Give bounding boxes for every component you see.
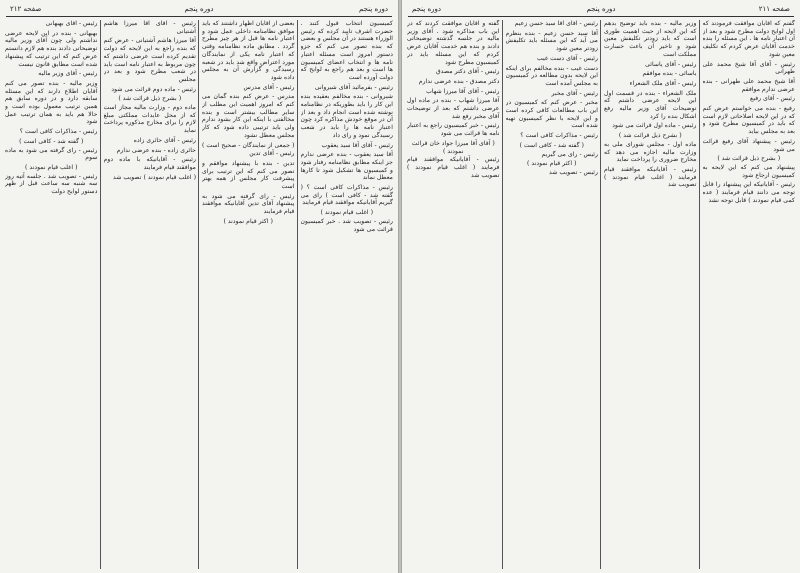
column-paragraph: رئیس - آقایانیکه با ماده دوم موافقند قیام فرمایند bbox=[103, 156, 196, 171]
right-page bbox=[402, 0, 800, 573]
column-paragraph: ملک الشعراء - بنده در قسمت اول این لایحه عرضی داشتم که توضیحات آقای وزیر مالیه رفع اشکال بنده را کرد bbox=[604, 89, 697, 120]
column-paragraph: رئیس - آقای آقا میرزا شهاب bbox=[426, 87, 500, 95]
column-paragraph: رئیس - آقای مخبر bbox=[551, 89, 598, 97]
column-paragraph: رئیس - مذاکرات کافی است ؟ bbox=[19, 128, 98, 136]
left-page bbox=[0, 0, 398, 573]
column-paragraph: مخبر - عرض کنم که کمیسیون در این باب مطالعات کافی کرده است و این لایحه با نظر کمیسیون تهیه شده است bbox=[505, 99, 598, 130]
right-column-3 bbox=[506, 20, 602, 569]
right-columns bbox=[407, 20, 795, 569]
column-paragraph: رئیس - آقای دکتر مصدق bbox=[435, 68, 500, 76]
column-paragraph: تدین - بنده با پیشنهاد موافقم و تصور می کنم که این ترتیب برای پیشرفت کار مجلس از همه بهتر است bbox=[202, 159, 295, 191]
column-paragraph: رئیس - ماده دوم قرائت می شود bbox=[111, 85, 196, 93]
column-paragraph: ( اغلب قیام نمودند ) bbox=[24, 163, 78, 171]
column-paragraph: دکتر مصدق - بنده عرضی ندارم bbox=[418, 77, 500, 85]
column-paragraph: رئیس - پیشنهاد آقای رفیع قرائت می شود bbox=[702, 137, 795, 153]
column-paragraph: رئیس - آقایانیکه موافقند قیام فرمایند ( اغلب قیام نمودند ) تصویب شد bbox=[407, 156, 500, 179]
column-paragraph: رئیس - آقای آقا سید یعقوب bbox=[321, 141, 393, 149]
right-column-2 bbox=[604, 20, 700, 569]
left-column-4 bbox=[5, 20, 101, 569]
column-paragraph: رئیس - آقای یاسائی bbox=[645, 60, 697, 68]
left-column-2 bbox=[202, 20, 298, 569]
column-paragraph: وزیر مالیه - بنده تصور می کنم آقایان اطلاع دارند که این مسئله سابقه دارد و در دوره سابق هم همین ترتیب معمول بوده است و حالا هم باید به همان ترتیب عمل شود bbox=[5, 79, 98, 126]
column-paragraph: ( بشرح ذیل قرائت شد ) bbox=[118, 95, 182, 103]
column-paragraph: ( بشرح ذیل قرائت شد ) bbox=[618, 132, 682, 140]
column-paragraph: ماده دوم - وزارت مالیه مجاز است که از محل عایدات مملکتی مبلغ لازم را برای مخارج مذکوره پرداخت نماید bbox=[103, 104, 196, 135]
right-column-4 bbox=[407, 20, 503, 569]
column-paragraph: مدرس - عرض کنم بنده گمان می کنم که امروز اهمیت این مطلب از سایر مطالب بیشتر است و بنده مخالفتی با اینکه این کار بشود ندارم ولی باید ترتیبی داده شود که کار مجلس معطل نشود bbox=[202, 93, 295, 139]
column-paragraph: رئیس - آقای تدین bbox=[249, 150, 295, 158]
column-paragraph: ( اغلب قیام نمودند ) bbox=[320, 209, 374, 217]
column-paragraph: دست غیب - بنده مخالفم برای اینکه این لایحه بدون مطالعه در کمیسیون به مجلس آمده است bbox=[505, 64, 598, 87]
right-running-title: دوره پنجم bbox=[586, 5, 616, 13]
right-inner-label: دوره پنجم bbox=[412, 5, 442, 13]
left-columns bbox=[5, 20, 393, 569]
column-paragraph: ( اکثر قیام نمودند ) bbox=[527, 160, 577, 168]
column-paragraph: رئیس - آقای آقا سید حسن زعیم bbox=[514, 20, 598, 27]
column-paragraph: رئیس - آقایانیکه این پیشنهاد را قابل توجه می دانند قیام فرمایند ( عده کمی قیام نمودند ) قابل توجه نشد bbox=[702, 181, 795, 204]
left-column-1 bbox=[301, 20, 394, 569]
left-page-number: صفحه ۲۱۲ bbox=[10, 5, 42, 13]
column-paragraph: رئیس - آقای آقا شیخ محمد علی طهرانی bbox=[702, 60, 795, 76]
column-paragraph: رئیس - خبر کمیسیون راجع به اعتبار نامه ها قرائت می شود bbox=[407, 122, 500, 138]
left-page-header bbox=[6, 2, 392, 17]
column-paragraph: کمیسیون انتخاب قبول کنند . حضرت اشرف تایید کرده که رئیس الوزراء هستند در آن مجلس و بعضی که بنده تصور می کنم که جزو دستور امروز است مسئله اعتبار نامه ها و انتخاب اعضای کمیسیون ها است و بعد هم راجع به لوایح که دولت آورده است bbox=[300, 20, 393, 81]
column-paragraph: رئیس - تصویب شد bbox=[549, 168, 598, 176]
column-paragraph: رئیس - آقای آقا میرزا هاشم آشتیانی bbox=[103, 20, 196, 35]
column-paragraph: حائری زاده - بنده عرضی ندارم bbox=[116, 146, 196, 154]
right-page-number: صفحه ۲۱۱ bbox=[758, 5, 790, 13]
column-paragraph: رئیس - بفرمائید آقای شیروانی bbox=[314, 83, 393, 91]
right-page-header bbox=[408, 2, 794, 17]
column-paragraph: ( آقای آقا میرزا جواد خان قرائت نمودند ) bbox=[411, 139, 495, 155]
right-column-1 bbox=[703, 20, 796, 569]
column-paragraph: ( بشرح ذیل قرائت شد ) bbox=[717, 155, 781, 163]
column-paragraph: آقا سید حسن زعیم - بنده بنظرم می آید که این مسئله باید تکلیفش زودتر معین شود bbox=[505, 29, 598, 53]
column-paragraph: ( جمعی از نمایندگان - صحیح است ) bbox=[202, 141, 295, 149]
column-paragraph: آقا میرزا هاشم آشتیانی - عرض کنم که بنده راجع به این لایحه که دولت تقدیم کرده است عرضی داشتم که چون مربوط به اعتبار نامه است باید در شعب مطرح شود و بعد در مجلس bbox=[103, 37, 196, 83]
column-paragraph: ( گفته شد - کافی است ) bbox=[519, 141, 584, 149]
column-paragraph: رئیس - آقای مدرس bbox=[243, 83, 295, 91]
column-paragraph: رئیس - آقای دست غیب bbox=[536, 54, 598, 62]
column-paragraph: رئیس - آقای رفیع bbox=[750, 95, 795, 103]
column-paragraph: آقا میرزا شهاب - بنده در ماده اول عرضی داشتم که بعد از توضیحات آقای مخبر رفع شد bbox=[407, 97, 500, 120]
column-paragraph: رئیس - آقای وزیر مالیه bbox=[38, 70, 98, 78]
column-paragraph: آقا شیخ محمد علی طهرانی - بنده عرضی ندارم موافقم bbox=[702, 77, 795, 93]
column-paragraph: رئیس - ماده اول قرائت می شود bbox=[612, 122, 697, 130]
column-paragraph: رئیس - آقای ملک الشعراء bbox=[629, 79, 697, 87]
column-paragraph: ( اغلب قیام نمودند ) تصویب شد bbox=[113, 173, 196, 181]
column-paragraph: شیروانی - بنده مخالفم بعقیده بنده این کار را باید بطوریکه در نظامنامه نوشته شده است انجام داد و بعد از آن در موقع خودش مذاکره کرد چون اعتبار نامه ها را باید در شعب رسیدگی نمود و رای داد bbox=[300, 93, 393, 139]
column-paragraph: رئیس - رای گرفته می شود به پیشنهاد آقای تدین آقایانیکه موافقند قیام فرمایند bbox=[202, 192, 295, 216]
column-paragraph: ( گفته شد - کافی است ) bbox=[19, 137, 84, 145]
column-paragraph: رئیس - آقای بهبهانی bbox=[45, 20, 98, 27]
column-paragraph: رئیس - تصویب شد . جلسه آتیه روز سه شنبه سه ساعت قبل از ظهر دستور لوایح دولت bbox=[5, 172, 98, 196]
left-column-3 bbox=[104, 20, 200, 569]
column-paragraph: رئیس - تصویب شد . خبر کمیسیون قرائت می شود bbox=[300, 217, 393, 233]
column-paragraph: یاسائی - بنده موافقم bbox=[642, 70, 697, 78]
column-paragraph: رئیس - رای می گیریم bbox=[541, 150, 598, 158]
column-paragraph: پیشنهاد می کنم که این لایحه به کمیسیون ارجاع شود bbox=[702, 163, 795, 179]
left-running-title: دوره پنجم bbox=[184, 5, 214, 13]
column-paragraph: رئیس - آقای حائری زاده bbox=[133, 136, 196, 144]
column-paragraph: رئیس - مذاکرات کافی است ؟ bbox=[520, 132, 598, 140]
column-paragraph: ( اکثر قیام نمودند ) bbox=[223, 217, 273, 225]
column-paragraph: ماده اول - مجلس شورای ملی به وزارت مالیه اجازه می دهد که مخارج ضروری را پرداخت نماید bbox=[604, 140, 697, 164]
column-paragraph: رئیس - رای گرفته می شود به ماده سوم bbox=[5, 146, 98, 162]
column-paragraph: بهبهانی - بنده در این لایحه عرضی نداشتم ولی چون آقای وزیر مالیه توضیحاتی دادند بنده هم لازم دانستم عرض کنم که این ترتیب که پیشنهاد شده است مطابق قانون نیست bbox=[5, 29, 98, 68]
column-paragraph: رئیس - مذاکرات کافی است ؟ ( گفته شد - کافی است ) رای می گیریم آقایانیکه موافقند قیام فرمایند bbox=[300, 184, 393, 207]
column-paragraph: آقا سید یعقوب - بنده عرضی ندارم جز اینکه مطابق نظامنامه رفتار شود و کمیسیون ها تشکیل شود تا کارها معطل نماند bbox=[300, 151, 393, 182]
column-paragraph: گفتم که آقایان موافقت فرمودند که اول لوایح دولت مطرح شود و بعد از آن اعتبار نامه ها . این مسئله را بنده خدمت آقایان عرض کردم که تکلیف معین شود bbox=[702, 20, 795, 58]
column-paragraph: رئیس - آقایانیکه موافقند قیام فرمایند ( اغلب قیام نمودند ) تصویب شد bbox=[604, 165, 697, 189]
column-paragraph: گفته و آقایان موافقت کردند که در این باب مذاکره شود . آقای وزیر مالیه در جلسه گذشته توضیحاتی دادند و بنده هم خدمت آقایان عرض کردم که این مسئله باید در کمیسیون مطرح شود bbox=[407, 20, 500, 66]
column-paragraph: رفیع - بنده می خواستم عرض کنم که در این لایحه اصلاحاتی لازم است که باید در کمیسیون مطرح شود و بعد به مجلس بیاید bbox=[702, 105, 795, 136]
left-inner-label: دوره پنجم bbox=[358, 5, 388, 13]
column-paragraph: وزیر مالیه - بنده باید توضیح بدهم که این لایحه از حیث اهمیت طوری است که باید زودتر تکلیفش معین شود و تاخیر آن باعث خسارت مملکت است bbox=[604, 20, 697, 58]
column-paragraph: بعضی از آقایان اظهار داشتند که باید موافق نظامنامه داخلی عمل شود و اعتبار نامه ها قبل از هر چیز مطرح گردد . مطابق ماده نظامنامه وقتی که اعتبار نامه یکی از نمایندگان مورد اعتراض واقع شد باید در شعبه رسیدگی و گزارش آن به مجلس داده شود bbox=[202, 20, 295, 81]
